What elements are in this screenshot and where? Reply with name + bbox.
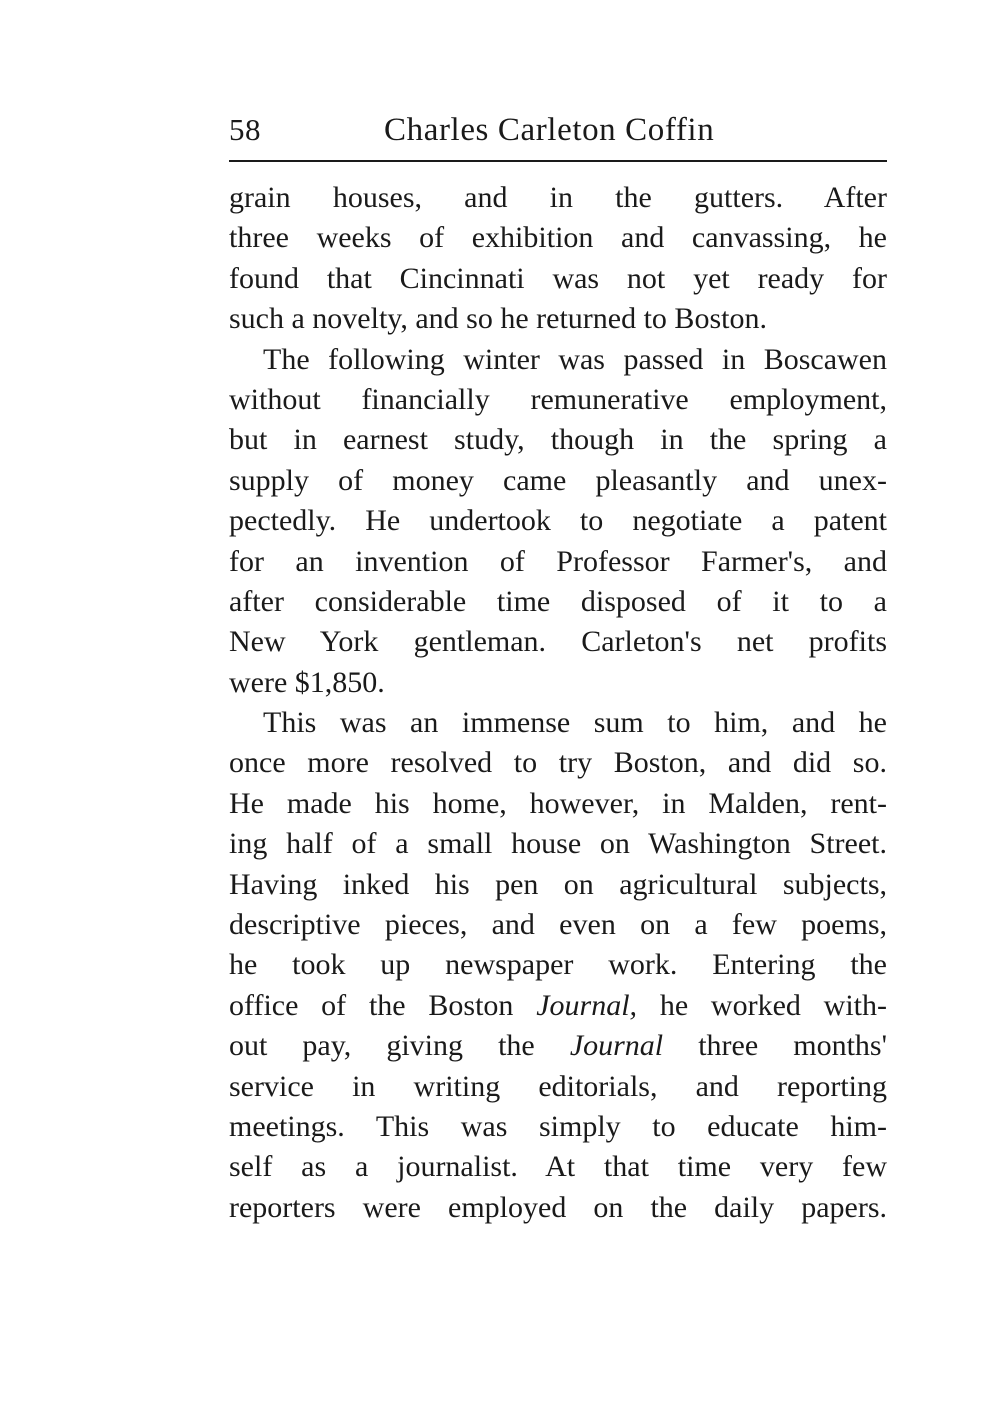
page-number: 58 xyxy=(229,112,261,147)
text-line-with-italic xyxy=(229,1026,887,1066)
text-line: ing half of a small house on Washington Street. xyxy=(229,827,887,861)
running-title: Charles Carleton Coffin xyxy=(384,112,715,148)
text-line: he took up newspaper work. Entering the xyxy=(229,948,887,982)
text-line: such a novelty, and so he returned to Boston. xyxy=(229,302,767,336)
text-line: He made his home, however, in Malden, rent- xyxy=(229,786,887,820)
header-rule xyxy=(229,160,887,162)
text-line: reporters were employed on the daily papers. xyxy=(229,1190,887,1224)
text-fragment: out pay, giving the xyxy=(229,1029,570,1063)
text-line: New York gentleman. Carleton's net profits xyxy=(229,625,887,659)
text-line: pectedly. He undertook to negotiate a patent xyxy=(229,504,887,538)
text-line: grain houses, and in the gutters. After xyxy=(229,181,887,214)
text-line-with-italic xyxy=(229,986,887,1026)
italic-title: Journal xyxy=(569,1029,664,1063)
text-line: three weeks of exhibition and canvassing, he xyxy=(229,221,887,255)
text-line: service in writing editorials, and reporting xyxy=(229,1069,887,1103)
text-line: without financially remunerative employment, xyxy=(229,382,887,416)
italic-title: Journal, xyxy=(536,988,638,1022)
text-fragment: three months' xyxy=(663,1029,887,1063)
text-line: for an invention of Professor Farmer's, and xyxy=(229,544,887,578)
text-fragment: he worked with- xyxy=(637,988,887,1022)
text-line: after considerable time disposed of it to a xyxy=(229,584,887,618)
body-text xyxy=(229,178,887,1228)
text-line: Having inked his pen on agricultural subjects, xyxy=(229,867,887,901)
paragraph-first-line: The following winter was passed in Boscawen xyxy=(263,342,887,376)
text-line: descriptive pieces, and even on a few poems, xyxy=(229,908,887,942)
text-line: but in earnest study, though in the spring a xyxy=(229,423,887,457)
text-line: self as a journalist. At that time very few xyxy=(229,1150,887,1184)
text-line: supply of money came pleasantly and unex- xyxy=(229,463,887,497)
text-line: were $1,850. xyxy=(229,665,385,699)
paragraph-first-line: This was an immense sum to him, and he xyxy=(263,706,887,740)
page-header xyxy=(229,106,887,154)
text-line: meetings. This was simply to educate him- xyxy=(229,1109,887,1143)
text-fragment: office of the Boston xyxy=(229,988,537,1022)
text-line: found that Cincinnati was not yet ready for xyxy=(229,261,887,295)
text-line: once more resolved to try Boston, and did so. xyxy=(229,746,887,780)
